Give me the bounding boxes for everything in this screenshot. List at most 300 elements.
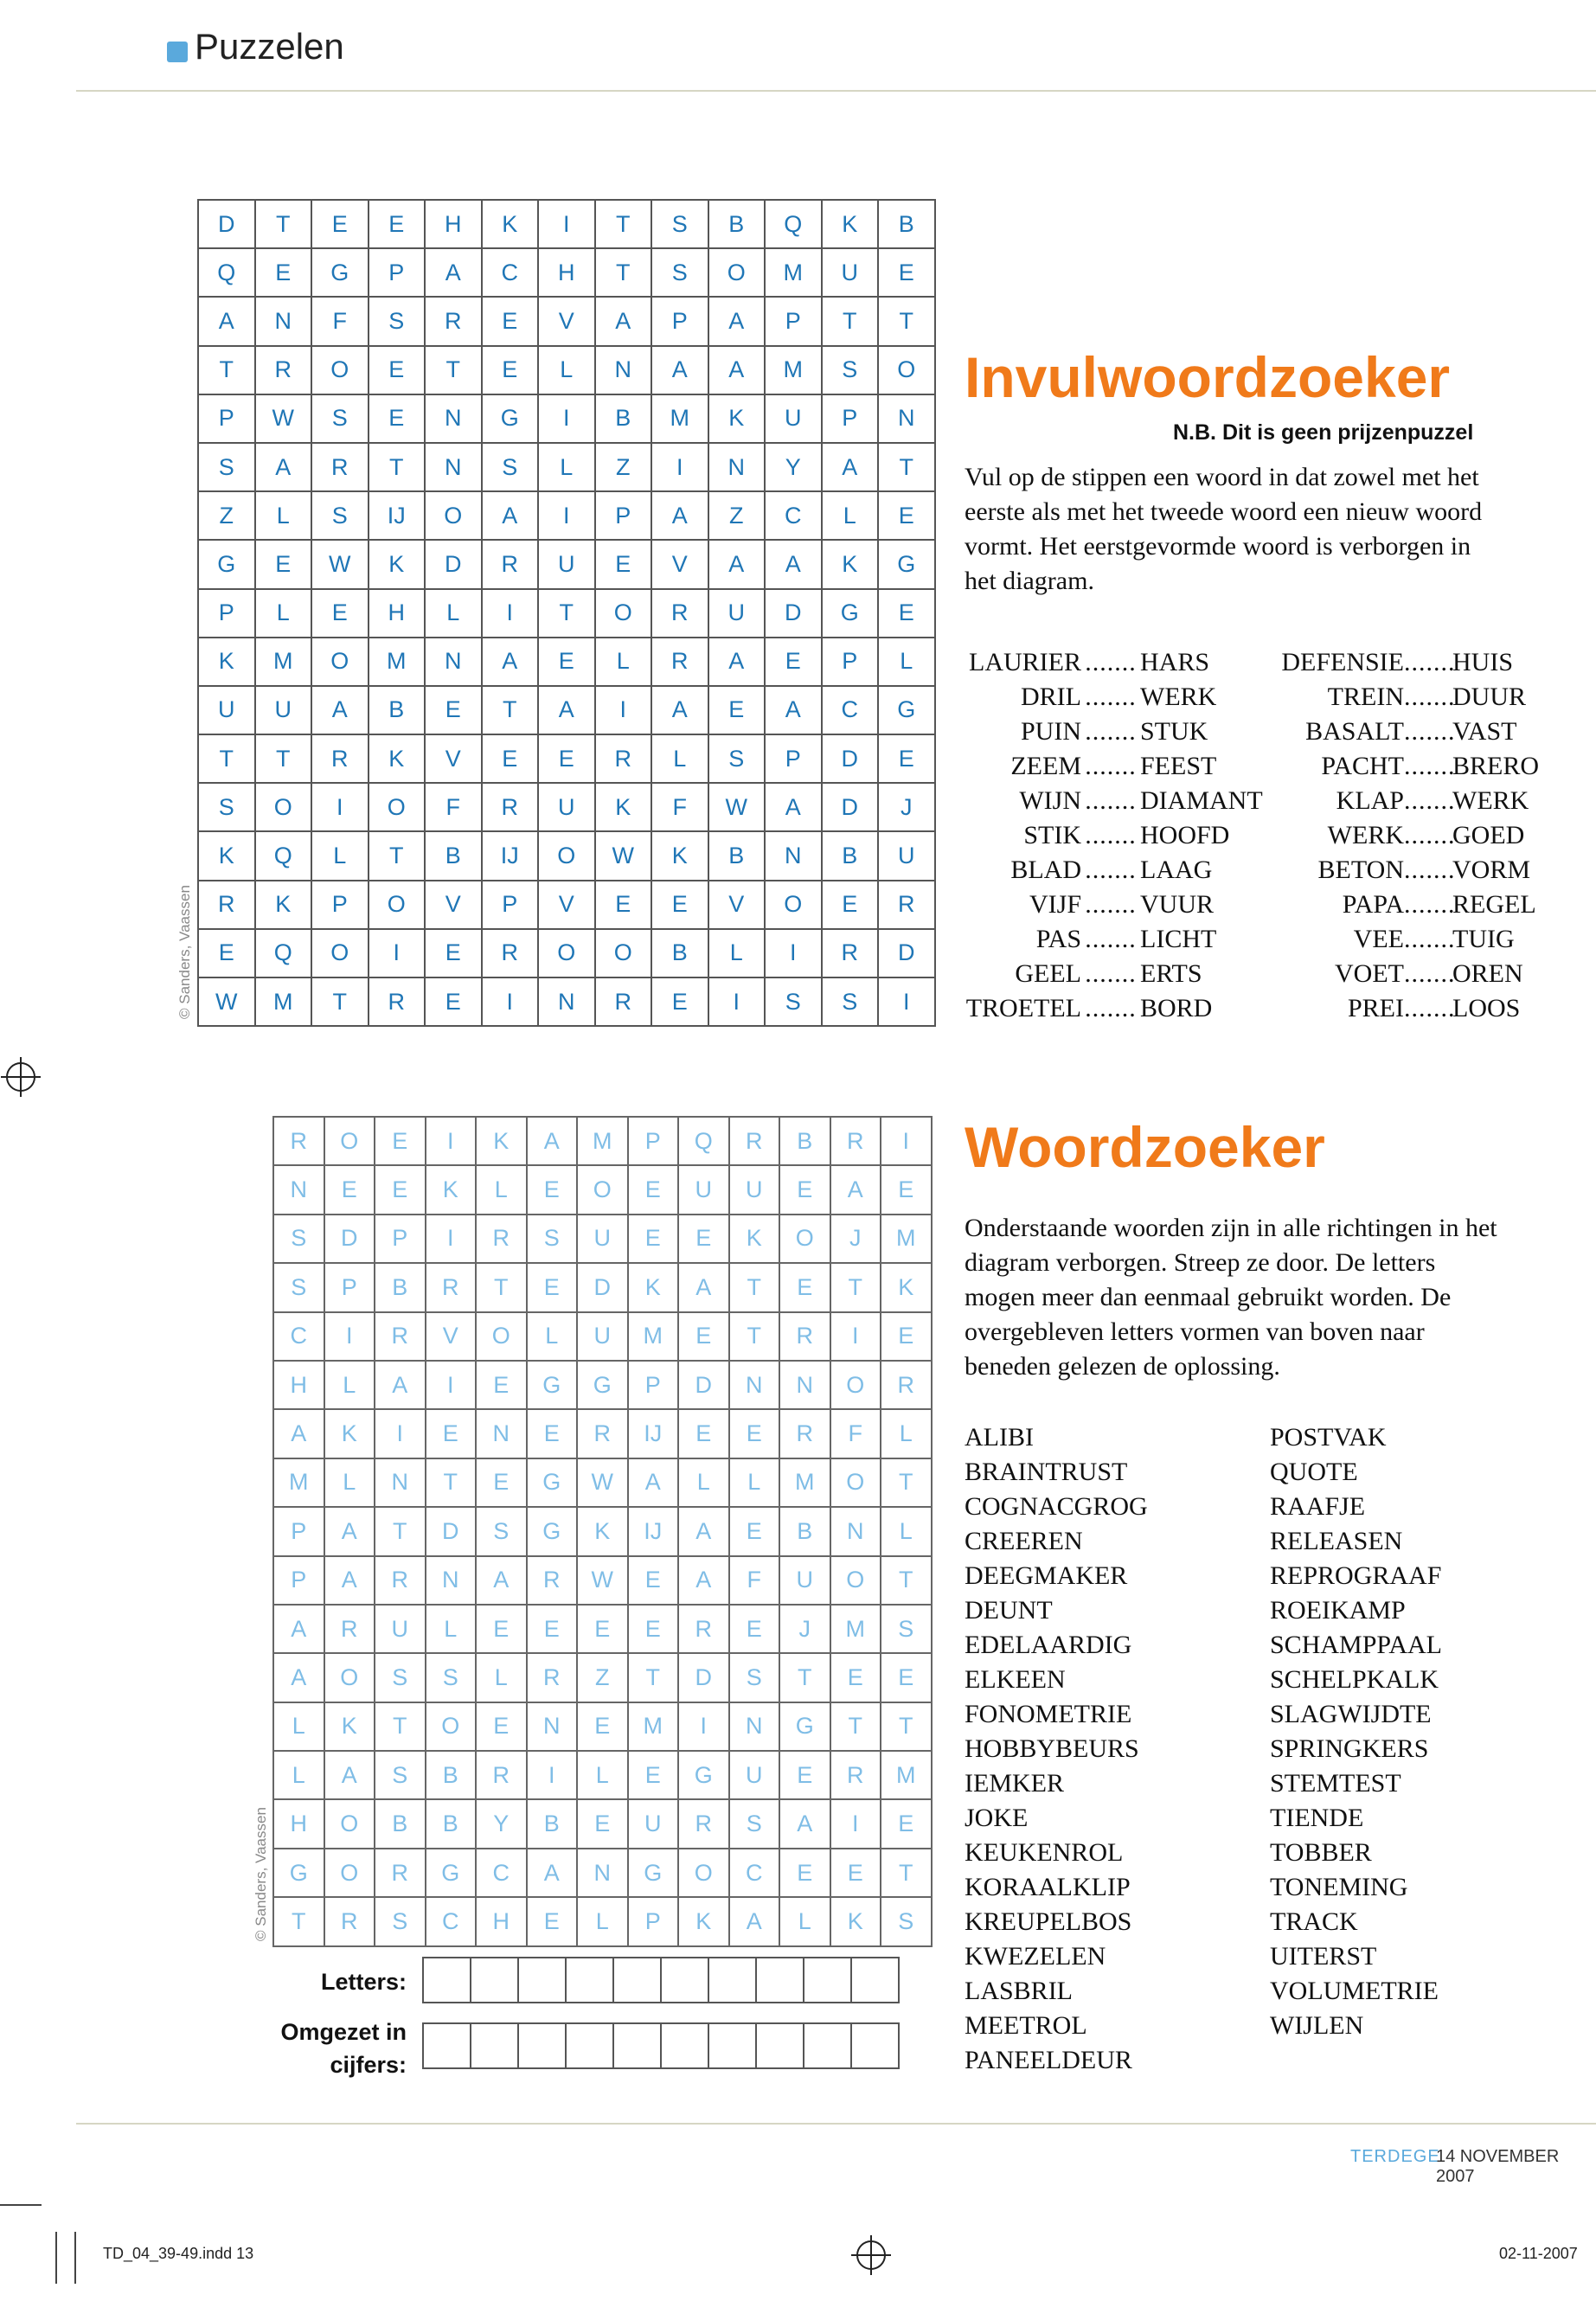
clue-blank[interactable]: ....... <box>1404 786 1456 815</box>
grid-cell: T <box>881 1849 932 1897</box>
grid-row <box>198 248 935 297</box>
answer-box[interactable] <box>517 1957 567 2003</box>
answer-box[interactable] <box>565 2022 614 2069</box>
clue-row <box>1279 991 1539 1026</box>
grid-cell: T <box>729 1263 780 1311</box>
grid-cell: N <box>729 1702 780 1751</box>
grid-cell: E <box>527 1897 578 1945</box>
grid-cell: L <box>708 929 766 977</box>
grid-cell: D <box>324 1215 375 1263</box>
grid-cell: R <box>311 443 369 491</box>
clue-first-word: TREIN <box>1327 683 1404 711</box>
grid-cell: V <box>538 881 595 929</box>
word-list-item: KREUPELBOS <box>965 1907 1132 1936</box>
grid-cell: L <box>538 443 595 491</box>
clue-blank[interactable]: ....... <box>1404 856 1456 884</box>
answer-box[interactable] <box>660 2022 709 2069</box>
grid1-credit: © Sanders, Vaassen <box>176 885 193 1019</box>
grid-cell: L <box>822 491 879 540</box>
clue-row <box>960 888 1263 922</box>
grid-cell: M <box>255 638 312 686</box>
clue-blank[interactable]: ....... <box>1404 683 1456 711</box>
publication-name: TERDEGE <box>1350 2147 1440 2166</box>
grid-cell: M <box>881 1215 932 1263</box>
grid-cell: S <box>651 200 708 248</box>
crop-mark <box>55 2232 57 2284</box>
grid-cell: E <box>678 1215 729 1263</box>
grid-cell: A <box>198 297 255 345</box>
grid-cell: E <box>425 929 482 977</box>
grid-cell: T <box>878 297 935 345</box>
answer-box[interactable] <box>708 1957 757 2003</box>
grid-cell: K <box>830 1897 881 1945</box>
answer-box[interactable] <box>565 1957 614 2003</box>
grid-cell: J <box>878 783 935 831</box>
grid-cell: E <box>765 638 822 686</box>
clue-second-word: HUIS <box>1452 648 1514 676</box>
grid-cell: R <box>476 1215 527 1263</box>
section-marker <box>167 42 188 62</box>
grid-cell: L <box>476 1653 527 1702</box>
grid-cell: M <box>577 1117 628 1165</box>
grid-cell: G <box>628 1849 679 1897</box>
grid-cell: E <box>779 1165 830 1214</box>
grid-cell: N <box>729 1361 780 1409</box>
grid-cell: E <box>425 977 482 1026</box>
grid-row <box>198 686 935 734</box>
grid-cell: E <box>482 734 539 783</box>
grid-cell: E <box>369 200 426 248</box>
clue-blank[interactable]: ....... <box>1085 821 1137 849</box>
grid-cell: O <box>678 1849 729 1897</box>
grid-cell: O <box>779 1215 830 1263</box>
grid-cell: O <box>369 881 426 929</box>
grid-cell: IJ <box>482 831 539 880</box>
clue-blank[interactable]: ....... <box>1404 717 1456 746</box>
grid-cell: E <box>482 346 539 394</box>
registration-mark-left <box>6 1062 35 1092</box>
crop-mark <box>74 2232 76 2284</box>
grid-row <box>273 1312 932 1361</box>
grid-cell: A <box>678 1507 729 1555</box>
clue-second-word: GOED <box>1452 821 1525 849</box>
clue-second-word: VAST <box>1452 717 1517 746</box>
grid-cell: B <box>375 1799 426 1848</box>
grid-cell: A <box>482 638 539 686</box>
grid-cell: T <box>881 1702 932 1751</box>
word-list-item: TIENDE <box>1270 1804 1364 1832</box>
grid-cell: E <box>527 1263 578 1311</box>
grid-cell: N <box>595 346 652 394</box>
word-list-item: JOKE <box>965 1804 1029 1832</box>
grid-cell: E <box>476 1458 527 1507</box>
grid-cell: U <box>678 1165 729 1214</box>
word-list-item: TONEMING <box>1270 1873 1408 1901</box>
grid-row <box>198 394 935 443</box>
grid-cell: O <box>324 1117 375 1165</box>
grid-cell: A <box>628 1458 679 1507</box>
crop-mark <box>0 2204 42 2206</box>
grid-cell: S <box>881 1605 932 1653</box>
clue-blank[interactable]: ....... <box>1085 925 1137 953</box>
answer-box[interactable] <box>850 2022 900 2069</box>
grid-cell: T <box>369 831 426 880</box>
clue-row <box>960 715 1263 749</box>
grid-cell: V <box>708 881 766 929</box>
grid-cell: T <box>375 1702 426 1751</box>
grid-cell: F <box>425 783 482 831</box>
grid-cell: O <box>830 1361 881 1409</box>
grid-cell: C <box>822 686 879 734</box>
grid-row <box>273 1117 932 1165</box>
word-list-item: REPROGRAAF <box>1270 1561 1442 1590</box>
word-list-item: ELKEEN <box>965 1665 1066 1694</box>
grid-cell: K <box>822 200 879 248</box>
grid-cell: P <box>273 1556 324 1605</box>
grid-cell: M <box>255 977 312 1026</box>
clue-first-word: WIJN <box>1019 786 1081 815</box>
grid-cell: K <box>628 1263 679 1311</box>
grid-cell: S <box>273 1263 324 1311</box>
grid-cell: B <box>425 831 482 880</box>
grid-cell: T <box>881 1556 932 1605</box>
grid-cell: E <box>830 1849 881 1897</box>
letters-label: Letters: <box>320 1969 407 1995</box>
answer-box[interactable] <box>470 2022 519 2069</box>
answer-box[interactable] <box>422 1957 471 2003</box>
grid-cell: R <box>779 1409 830 1458</box>
grid-cell: Q <box>678 1117 729 1165</box>
clue-blank[interactable]: ....... <box>1085 959 1137 988</box>
grid-cell: M <box>628 1312 679 1361</box>
grid-row <box>273 1458 932 1507</box>
grid-row <box>273 1263 932 1311</box>
grid-cell: A <box>830 1165 881 1214</box>
grid-cell: L <box>538 346 595 394</box>
grid-cell: E <box>595 540 652 588</box>
grid-cell: N <box>273 1165 324 1214</box>
grid-cell: N <box>538 977 595 1026</box>
grid-cell: E <box>708 686 766 734</box>
grid-cell: R <box>678 1799 729 1848</box>
word-list-item: KWEZELEN <box>965 1942 1106 1971</box>
clue-second-word: TUIG <box>1452 925 1515 953</box>
grid-cell: L <box>577 1897 628 1945</box>
grid-cell: B <box>779 1117 830 1165</box>
grid-cell: N <box>779 1361 830 1409</box>
grid-cell: E <box>779 1849 830 1897</box>
grid2-credit: © Sanders, Vaassen <box>253 1807 269 1941</box>
grid-cell: I <box>482 977 539 1026</box>
grid-cell: P <box>651 297 708 345</box>
clue-blank[interactable]: ....... <box>1404 890 1456 919</box>
grid-cell: M <box>830 1605 881 1653</box>
grid-cell: L <box>779 1897 830 1945</box>
word-list-item: BRAINTRUST <box>965 1458 1128 1486</box>
answer-box[interactable] <box>422 2022 471 2069</box>
clue-first-word: STIK <box>1023 821 1081 849</box>
grid-cell: P <box>628 1361 679 1409</box>
grid-cell: R <box>426 1263 477 1311</box>
grid-cell: A <box>324 1556 375 1605</box>
grid-cell: T <box>198 346 255 394</box>
grid-cell: M <box>273 1458 324 1507</box>
grid-cell: S <box>822 977 879 1026</box>
grid-cell: R <box>729 1117 780 1165</box>
grid-cell: O <box>595 929 652 977</box>
answer-box[interactable] <box>755 2022 804 2069</box>
grid-cell: N <box>577 1849 628 1897</box>
grid-cell: E <box>628 1556 679 1605</box>
word-list-item: SCHELPKALK <box>1270 1665 1439 1694</box>
grid-cell: I <box>651 443 708 491</box>
grid-cell: O <box>538 929 595 977</box>
grid-row <box>273 1215 932 1263</box>
grid-cell: K <box>426 1165 477 1214</box>
clue-first-word: DEFENSIE <box>1281 648 1404 676</box>
clue-blank[interactable]: ....... <box>1404 648 1456 676</box>
grid-cell: E <box>476 1605 527 1653</box>
grid-cell: A <box>678 1556 729 1605</box>
clue-second-word: REGEL <box>1452 890 1536 919</box>
grid-cell: T <box>729 1312 780 1361</box>
grid-cell: A <box>651 686 708 734</box>
grid-cell: A <box>273 1605 324 1653</box>
grid-row <box>198 831 935 880</box>
grid-cell: W <box>577 1458 628 1507</box>
grid-cell: A <box>476 1556 527 1605</box>
grid-cell: R <box>375 1556 426 1605</box>
word-list-item: TRACK <box>1270 1907 1358 1936</box>
grid-cell: R <box>527 1653 578 1702</box>
grid-cell: E <box>779 1751 830 1799</box>
clue-blank[interactable]: ....... <box>1404 994 1456 1022</box>
grid-cell: R <box>255 346 312 394</box>
grid-row <box>198 346 935 394</box>
grid-cell: S <box>765 977 822 1026</box>
clue-second-word: VUUR <box>1140 890 1215 919</box>
grid-cell: R <box>324 1605 375 1653</box>
grid-cell: A <box>255 443 312 491</box>
grid-cell: S <box>651 248 708 297</box>
clue-row <box>960 749 1263 784</box>
grid-cell: E <box>881 1653 932 1702</box>
grid-cell: G <box>779 1702 830 1751</box>
grid-cell: B <box>779 1507 830 1555</box>
grid-cell: O <box>311 929 369 977</box>
clue-second-word: HARS <box>1140 648 1210 676</box>
grid-cell: R <box>369 977 426 1026</box>
grid-cell: G <box>878 686 935 734</box>
grid-cell: E <box>678 1312 729 1361</box>
answer-box[interactable] <box>850 1957 900 2003</box>
grid-cell: T <box>595 248 652 297</box>
clue-first-word: LAURIER <box>969 648 1081 676</box>
grid-cell: E <box>311 589 369 638</box>
grid-cell: S <box>822 346 879 394</box>
clue-blank[interactable]: ....... <box>1085 752 1137 780</box>
grid-cell: A <box>651 346 708 394</box>
grid-cell: B <box>595 394 652 443</box>
grid-cell: L <box>678 1458 729 1507</box>
clue-blank[interactable]: ....... <box>1404 821 1456 849</box>
grid-cell: S <box>708 734 766 783</box>
grid-cell: E <box>527 1165 578 1214</box>
grid-cell: A <box>708 540 766 588</box>
grid-cell: B <box>527 1799 578 1848</box>
grid-cell: G <box>822 589 879 638</box>
grid-cell: A <box>708 297 766 345</box>
clue-first-word: TROETEL <box>965 994 1081 1022</box>
grid-cell: I <box>538 491 595 540</box>
answer-box[interactable] <box>755 1957 804 2003</box>
answer-box[interactable] <box>517 2022 567 2069</box>
grid-cell: I <box>538 200 595 248</box>
grid-cell: M <box>765 248 822 297</box>
grid-cell: A <box>324 1751 375 1799</box>
grid-cell: T <box>482 686 539 734</box>
grid-cell: O <box>577 1165 628 1214</box>
grid-cell: P <box>311 881 369 929</box>
word-list-item: IEMKER <box>965 1769 1064 1798</box>
grid-cell: P <box>198 394 255 443</box>
grid-cell: O <box>369 783 426 831</box>
word-list-item: HOBBYBEURS <box>965 1734 1139 1763</box>
grid-row <box>273 1849 932 1897</box>
grid-cell: S <box>198 783 255 831</box>
grid-cell: W <box>311 540 369 588</box>
grid-cell: R <box>482 929 539 977</box>
answer-box[interactable] <box>612 1957 662 2003</box>
grid-cell: Z <box>198 491 255 540</box>
grid-cell: D <box>425 540 482 588</box>
clue-blank[interactable]: ....... <box>1404 959 1456 988</box>
grid-cell: S <box>729 1799 780 1848</box>
letters-answer-boxes[interactable] <box>422 1957 898 2003</box>
grid-row <box>273 1409 932 1458</box>
grid-row <box>198 929 935 977</box>
clue-blank[interactable]: ....... <box>1085 648 1137 676</box>
answer-box[interactable] <box>708 2022 757 2069</box>
grid-cell: O <box>311 346 369 394</box>
grid-cell: U <box>779 1556 830 1605</box>
answer-box[interactable] <box>660 1957 709 2003</box>
grid-cell: T <box>779 1653 830 1702</box>
grid-cell: V <box>651 540 708 588</box>
grid-cell: U <box>375 1605 426 1653</box>
grid-cell: H <box>538 248 595 297</box>
clue-blank[interactable]: ....... <box>1085 786 1137 815</box>
clue-blank[interactable]: ....... <box>1085 717 1137 746</box>
grid-cell: R <box>881 1361 932 1409</box>
grid-cell: T <box>878 443 935 491</box>
grid-cell: E <box>425 686 482 734</box>
grid-cell: O <box>324 1653 375 1702</box>
grid-cell: N <box>527 1702 578 1751</box>
clue-first-word: WERK <box>1327 821 1404 849</box>
grid-cell: E <box>255 540 312 588</box>
grid-cell: S <box>273 1215 324 1263</box>
grid-cell: N <box>476 1409 527 1458</box>
grid-cell: M <box>765 346 822 394</box>
grid-row <box>273 1165 932 1214</box>
grid-cell: R <box>425 297 482 345</box>
grid-cell: E <box>881 1312 932 1361</box>
woordzoeker-title: Woordzoeker <box>965 1115 1325 1179</box>
grid-cell: D <box>878 929 935 977</box>
answer-box[interactable] <box>612 2022 662 2069</box>
clue-blank[interactable]: ....... <box>1404 752 1456 780</box>
answer-box[interactable] <box>803 1957 852 2003</box>
grid-cell: T <box>881 1458 932 1507</box>
grid-cell: P <box>369 248 426 297</box>
grid-cell: A <box>729 1897 780 1945</box>
clue-first-word: VOET <box>1335 959 1404 988</box>
file-name: TD_04_39-49.indd 13 <box>103 2245 254 2262</box>
grid-cell: Q <box>255 831 312 880</box>
invulwoordzoeker-grid <box>197 199 936 1027</box>
grid-cell: V <box>426 1312 477 1361</box>
grid-cell: D <box>765 589 822 638</box>
answer-box[interactable] <box>803 2022 852 2069</box>
grid-cell: R <box>651 638 708 686</box>
grid-cell: P <box>822 394 879 443</box>
grid-cell: B <box>708 200 766 248</box>
clue-second-word: BRERO <box>1452 752 1540 780</box>
clue-first-word: PACHT <box>1321 752 1404 780</box>
grid-cell: I <box>881 1117 932 1165</box>
grid-cell: R <box>198 881 255 929</box>
clue-blank[interactable]: ....... <box>1404 925 1456 953</box>
grid-cell: B <box>878 200 935 248</box>
grid-cell: S <box>482 443 539 491</box>
grid-cell: F <box>651 783 708 831</box>
grid-cell: E <box>577 1799 628 1848</box>
word-list-item: DEUNT <box>965 1596 1053 1625</box>
grid-cell: Z <box>708 491 766 540</box>
clue-blank[interactable]: ....... <box>1085 890 1137 919</box>
grid-cell: Z <box>577 1653 628 1702</box>
grid-cell: N <box>765 831 822 880</box>
grid-row <box>198 783 935 831</box>
grid-cell: G <box>878 540 935 588</box>
omgezet-label-line2: cijfers: <box>330 2052 407 2078</box>
grid-cell: B <box>426 1751 477 1799</box>
clue-first-word: BLAD <box>1010 856 1081 884</box>
grid-cell: Y <box>765 443 822 491</box>
clue-blank[interactable]: ....... <box>1085 994 1137 1022</box>
grid-cell: B <box>822 831 879 880</box>
clue-blank[interactable]: ....... <box>1085 683 1137 711</box>
clue-first-word: KLAP <box>1336 786 1404 815</box>
word-list-item: EDELAARDIG <box>965 1631 1132 1659</box>
grid-cell: D <box>577 1263 628 1311</box>
clue-row <box>1279 818 1539 853</box>
grid-row <box>198 200 935 248</box>
grid-cell: I <box>311 783 369 831</box>
clue-blank[interactable]: ....... <box>1085 856 1137 884</box>
answer-box[interactable] <box>470 1957 519 2003</box>
grid-cell: A <box>765 540 822 588</box>
word-list-item: POSTVAK <box>1270 1423 1387 1452</box>
registration-mark-bottom <box>856 2240 886 2270</box>
grid-row <box>198 491 935 540</box>
grid-cell: U <box>628 1799 679 1848</box>
grid-cell: E <box>369 394 426 443</box>
clue-second-word: LOOS <box>1452 994 1521 1022</box>
grid-cell: O <box>708 248 766 297</box>
cijfers-answer-boxes[interactable] <box>422 2022 898 2069</box>
